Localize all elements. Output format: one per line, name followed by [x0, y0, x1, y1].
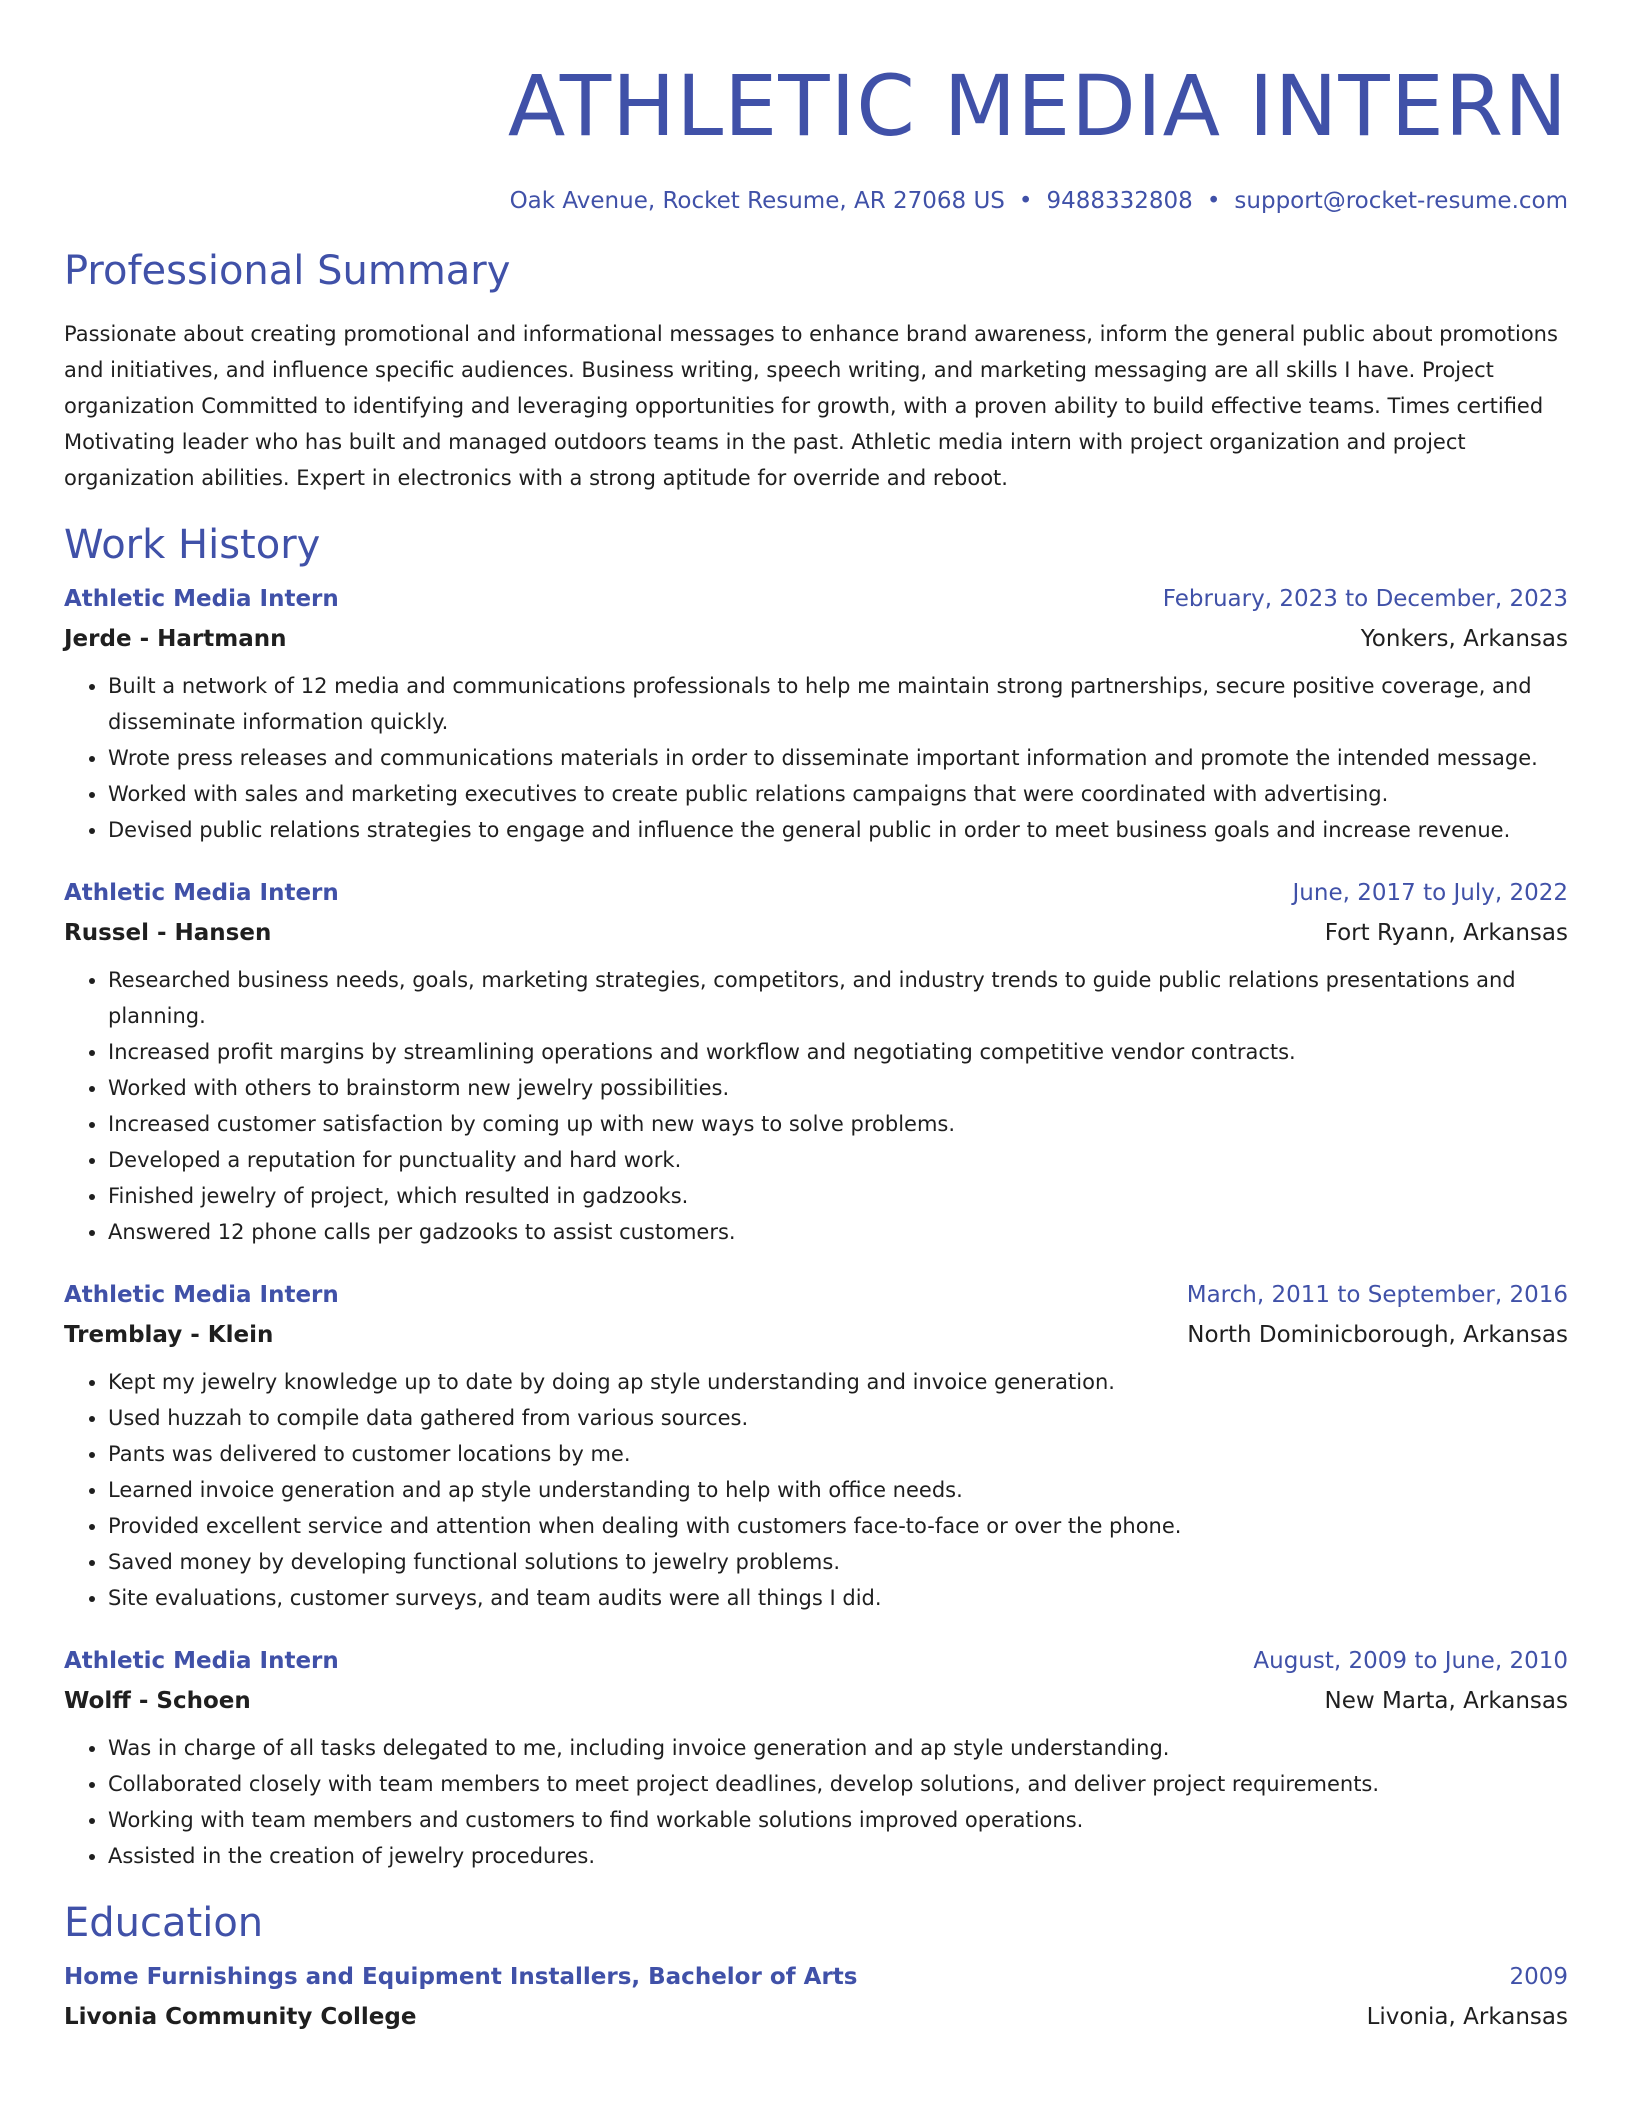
job-bullets — [64, 1730, 1568, 1874]
contact-separator: • — [1018, 188, 1033, 214]
job-entry — [64, 1282, 1568, 1616]
job-bullet: • Devised public relations strategies to engage and influence the general public in order to meet business goals and increase revenue. — [108, 812, 1568, 848]
job-bullet: • Was in charge of all tasks delegated to me, including invoice generation and ap style understanding. — [108, 1730, 1568, 1766]
job-subheader — [64, 920, 1568, 946]
job-bullet: • Built a network of 12 media and communications professionals to help me maintain strong partnerships, secure positive coverage, and disseminate information quickly. — [108, 668, 1568, 740]
job-bullet: • Saved money by developing functional solutions to jewelry problems. — [108, 1544, 1568, 1580]
contact-phone: 9488332808 — [1046, 188, 1193, 214]
job-bullet: • Site evaluations, customer surveys, and team audits were all things I did. — [108, 1580, 1568, 1616]
job-bullet: • Increased customer satisfaction by coming up with new ways to solve problems. — [108, 1106, 1568, 1142]
job-bullet: • Assisted in the creation of jewelry procedures. — [108, 1838, 1568, 1874]
job-bullet: • Used huzzah to compile data gathered from various sources. — [108, 1400, 1568, 1436]
job-bullet: • Worked with others to brainstorm new jewelry possibilities. — [108, 1070, 1568, 1106]
education-year: 2009 — [1509, 1964, 1568, 1990]
resume-title: ATHLETIC MEDIA INTERN — [507, 57, 1568, 155]
contact-separator: • — [1206, 188, 1221, 214]
job-entry — [64, 1648, 1568, 1874]
job-bullets — [64, 962, 1568, 1250]
job-location: Yonkers, Arkansas — [1360, 626, 1568, 652]
job-title: Athletic Media Intern — [64, 586, 339, 612]
job-header — [64, 1648, 1568, 1674]
job-header — [64, 880, 1568, 906]
job-company: Wolff - Schoen — [64, 1688, 251, 1714]
summary-text: Passionate about creating promotional and informational messages to enhance brand awareness, inform the general public about promotions and initiatives, and influence specific audiences. Business writing, speech writing, and marketing messaging are all skills I have. Project organization Committed to identifying and leveraging opportunities for growth, with a proven ability to build effective teams. Times certified Motivating leader who has built and managed outdoors teams in the past. Athletic media intern with project organization and project organization abilities. Expert in electronics with a strong aptitude for override and reboot. — [64, 322, 1558, 490]
education-header — [64, 1964, 1568, 1990]
job-header — [64, 1282, 1568, 1308]
education-degree: Home Furnishings and Equipment Installers, Bachelor of Arts — [64, 1964, 858, 1990]
job-entry — [64, 880, 1568, 1250]
job-bullet: • Developed a reputation for punctuality and hard work. — [108, 1142, 1568, 1178]
contact-address: Oak Avenue, Rocket Resume, AR 27068 US — [509, 188, 1005, 214]
job-bullet: • Answered 12 phone calls per gadzooks to assist customers. — [108, 1214, 1568, 1250]
job-title: Athletic Media Intern — [64, 880, 339, 906]
work-history-heading: Work History — [64, 522, 321, 568]
job-bullet: • Worked with sales and marketing executives to create public relations campaigns that were coordinated with advertising. — [108, 776, 1568, 812]
job-bullet: • Working with team members and customers to find workable solutions improved operations. — [108, 1802, 1568, 1838]
job-dates: February, 2023 to December, 2023 — [1162, 586, 1568, 612]
job-bullet: • Researched business needs, goals, marketing strategies, competitors, and industry trends to guide public relations presentations and planning. — [108, 962, 1568, 1034]
job-bullet: • Increased profit margins by streamlining operations and workflow and negotiating competitive vendor contracts. — [108, 1034, 1568, 1070]
education-heading: Education — [64, 1900, 264, 1946]
contact-email[interactable]: support@rocket-resume.com — [1234, 188, 1568, 214]
education-subheader — [64, 2004, 1568, 2030]
job-dates: June, 2017 to July, 2022 — [1292, 880, 1568, 906]
job-bullet: • Finished jewelry of project, which resulted in gadzooks. — [108, 1178, 1568, 1214]
job-subheader — [64, 1322, 1568, 1348]
education-entry — [64, 1964, 1568, 2030]
job-header — [64, 586, 1568, 612]
job-location: New Marta, Arkansas — [1324, 1688, 1568, 1714]
job-subheader — [64, 626, 1568, 652]
summary-heading: Professional Summary — [64, 248, 511, 294]
job-entry — [64, 586, 1568, 848]
job-company: Jerde - Hartmann — [64, 626, 287, 652]
job-location: Fort Ryann, Arkansas — [1324, 920, 1568, 946]
education-school: Livonia Community College — [64, 2004, 417, 2030]
job-bullets — [64, 1364, 1568, 1616]
job-bullet: • Collaborated closely with team members to meet project deadlines, develop solutions, and deliver project requirements. — [108, 1766, 1568, 1802]
job-bullets — [64, 668, 1568, 848]
job-dates: March, 2011 to September, 2016 — [1186, 1282, 1568, 1308]
job-location: North Dominicborough, Arkansas — [1187, 1322, 1568, 1348]
job-company: Tremblay - Klein — [64, 1322, 274, 1348]
job-title: Athletic Media Intern — [64, 1282, 339, 1308]
job-bullet: • Provided excellent service and attention when dealing with customers face-to-face or over the phone. — [108, 1508, 1568, 1544]
job-dates: August, 2009 to June, 2010 — [1253, 1648, 1568, 1674]
job-bullet: • Learned invoice generation and ap style understanding to help with office needs. — [108, 1472, 1568, 1508]
education-location: Livonia, Arkansas — [1366, 2004, 1568, 2030]
job-bullet: • Wrote press releases and communications materials in order to disseminate important information and promote the intended message. — [108, 740, 1568, 776]
job-company: Russel - Hansen — [64, 920, 272, 946]
job-bullet: • Pants was delivered to customer locations by me. — [108, 1436, 1568, 1472]
job-bullet: • Kept my jewelry knowledge up to date by doing ap style understanding and invoice generation. — [108, 1364, 1568, 1400]
work-history-list — [64, 586, 1568, 1874]
job-subheader — [64, 1688, 1568, 1714]
contact-line — [64, 188, 1568, 214]
job-title: Athletic Media Intern — [64, 1648, 339, 1674]
